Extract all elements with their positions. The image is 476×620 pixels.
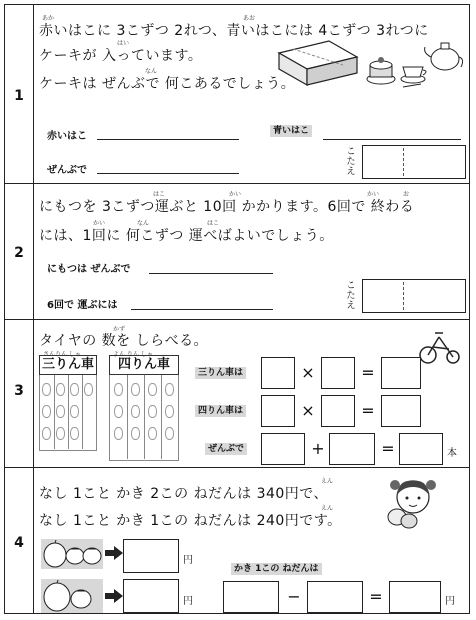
total-box-result[interactable] [399, 433, 443, 465]
q1-text-line2: ケーキが 入っています。 [39, 48, 203, 64]
yen-unit: 円 [183, 555, 193, 566]
q1-answer-box[interactable] [362, 145, 466, 179]
pear-and-two-persimmons-icon [41, 539, 103, 569]
row-divider [5, 319, 469, 320]
cake-box-and-teapot-illustration [273, 35, 463, 93]
answer-divider [403, 148, 404, 176]
furigana: さんりん しゃ [43, 351, 81, 358]
furigana: はこ [207, 220, 220, 227]
question-number-4: 4 [14, 535, 24, 551]
tricycle-row-label: 三りん車は [195, 367, 246, 379]
equals-sign: = [369, 587, 383, 606]
tire-icon [114, 405, 123, 418]
girl-illustration [383, 473, 445, 531]
total-box-2[interactable] [329, 433, 375, 465]
question-number-3: 3 [14, 383, 24, 399]
arrow-right-icon [105, 546, 123, 560]
furigana: よん りん しゃ [113, 351, 153, 358]
yen-unit: 円 [445, 596, 455, 607]
yen-unit: 円 [183, 596, 193, 607]
tire-icon [56, 405, 65, 418]
question-number-2: 2 [14, 245, 24, 261]
tire-icon [56, 427, 65, 440]
pear-two-persimmons-price-box[interactable] [123, 539, 179, 573]
row-divider [5, 467, 469, 468]
blue-box-label: 青いはこ [270, 125, 312, 137]
tricycle-box-1[interactable] [261, 357, 295, 389]
six-trips-answer-line[interactable] [131, 309, 273, 310]
tire-icon [42, 427, 51, 440]
tire-icon [114, 383, 123, 396]
tire-icon [148, 405, 157, 418]
furigana: かい [93, 220, 106, 227]
furigana: はい [117, 40, 130, 47]
q2-text-line2: には、1回に 何こずつ 運べばよいでしょう。 [39, 228, 334, 244]
worksheet [4, 4, 470, 614]
answer-divider [403, 282, 404, 310]
furigana: えん [321, 505, 334, 512]
car-table-header: 四りん車 [109, 355, 179, 375]
red-box-label: 赤いはこ [47, 131, 87, 142]
car-box-2[interactable] [321, 395, 355, 427]
tire-icon [42, 405, 51, 418]
tricycle-table-header: 三りん車 [39, 355, 97, 375]
unit-label: 本 [447, 448, 457, 459]
tire-icon [148, 383, 157, 396]
arrow-right-icon [105, 589, 123, 603]
tire-icon [131, 405, 140, 418]
furigana: あお [243, 15, 256, 22]
total-label: ぜんぶで [47, 165, 87, 176]
tricycle-box-2[interactable] [321, 357, 355, 389]
tire-icon [42, 383, 51, 396]
q1-text-line3: ケーキは ぜんぶで 何こあるでしょう。 [39, 76, 296, 92]
car-tally-table [109, 375, 179, 461]
furigana: なん [145, 68, 158, 75]
times-sign: × [301, 363, 315, 382]
tricycle-box-result[interactable] [381, 357, 421, 389]
tire-icon [165, 405, 174, 418]
tire-icon [70, 383, 79, 396]
furigana: かい [367, 191, 380, 198]
plus-sign: + [311, 439, 325, 458]
persimmon-price-label: かき 1この ねだんは [231, 563, 322, 575]
tire-icon [70, 427, 79, 440]
answer-label: こたえ [346, 281, 356, 311]
furigana: なん [137, 220, 150, 227]
persimmon-box-2[interactable] [307, 581, 363, 613]
blue-box-answer-line[interactable] [323, 139, 461, 140]
tire-icon [165, 383, 174, 396]
furigana: えん [321, 478, 334, 485]
tire-icon [70, 405, 79, 418]
tire-icon [148, 427, 157, 440]
red-box-answer-line[interactable] [97, 139, 239, 140]
answer-label: こたえ [346, 147, 356, 177]
total-answer-line[interactable] [97, 173, 239, 174]
persimmon-box-1[interactable] [223, 581, 279, 613]
q2-text-line1: にもつを 3こずつ運ぶと 10回 かかります。6回で 終わる [39, 199, 415, 215]
total-cargo-answer-line[interactable] [149, 273, 273, 274]
six-trips-label: 6回で 運ぶには [47, 300, 118, 311]
q2-answer-box[interactable] [362, 279, 466, 313]
times-sign: × [301, 401, 315, 420]
car-row-label: 四りん車は [195, 405, 246, 417]
total-cargo-label: にもつは ぜんぶで [47, 264, 131, 275]
equals-sign: = [381, 439, 395, 458]
furigana: かい [229, 191, 242, 198]
q1-text-line1: 赤いはこに 3こずつ 2れつ、青いはこには 4こずつ 3れつに [39, 23, 429, 39]
tire-icon [84, 383, 93, 396]
furigana: かず [113, 326, 126, 333]
question-number-1: 1 [14, 88, 24, 104]
persimmon-box-result[interactable] [389, 581, 441, 613]
tire-icon [131, 383, 140, 396]
equals-sign: = [361, 363, 375, 382]
tire-icon [165, 427, 174, 440]
tire-icon [131, 427, 140, 440]
q4-text-line2: なし 1こと かき 1この ねだんは 240円です。 [39, 513, 342, 529]
total-row-label: ぜんぶで [205, 443, 247, 455]
equals-sign: = [361, 401, 375, 420]
furigana: お [403, 191, 410, 198]
tire-icon [114, 427, 123, 440]
total-box-1[interactable] [261, 433, 305, 465]
tricycle-icon [419, 327, 461, 367]
car-box-1[interactable] [261, 395, 295, 427]
row-divider [5, 183, 469, 184]
furigana: はこ [153, 191, 166, 198]
car-box-result[interactable] [381, 395, 421, 427]
minus-sign: − [287, 587, 301, 606]
furigana: あか [42, 15, 55, 22]
tire-icon [56, 383, 65, 396]
pear-one-persimmon-price-box[interactable] [123, 579, 179, 613]
q4-text-line1: なし 1こと かき 2この ねだんは 340円で、 [39, 486, 329, 502]
pear-and-one-persimmon-icon [41, 579, 103, 613]
tricycle-tally-table [39, 375, 97, 451]
q3-text-line1: タイヤの 数を しらべる。 [39, 333, 209, 349]
